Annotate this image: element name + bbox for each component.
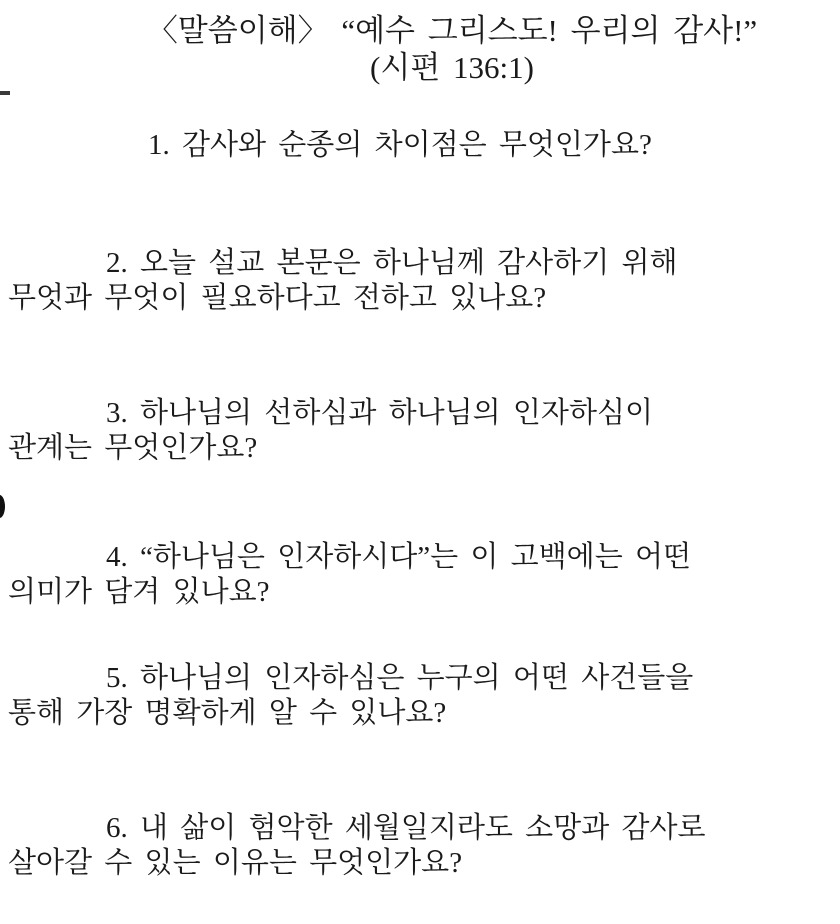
question-5-line-2: 통해 가장 명확하게 알 수 있나요? <box>8 697 447 729</box>
question-4 <box>0 540 840 610</box>
question-4-line-1: 4. “하나님은 인자하시다”는 이 고백에는 어떤 <box>106 541 691 573</box>
question-5-line-1: 5. 하나님의 인자하심은 누구의 어떤 사건들을 <box>106 662 694 694</box>
question-6-line-1: 6. 내 삶이 험악한 세월일지라도 소망과 감사로 <box>106 812 706 844</box>
question-2 <box>0 246 840 316</box>
page-title <box>0 12 840 86</box>
question-2-line-1: 2. 오늘 설교 본문은 하나님께 감사하기 위해 <box>106 247 678 279</box>
question-1-line-1: 1. 감사와 순종의 차이점은 무엇인가요? <box>148 129 652 161</box>
title-subtitle-scripture-reference: (시편 136:1) <box>370 50 534 85</box>
question-4-line-2: 의미가 담겨 있나요? <box>8 576 270 608</box>
question-5 <box>0 661 840 731</box>
question-2-line-2: 무엇과 무엇이 필요하다고 전하고 있나요? <box>8 282 547 314</box>
title-line-1: 〈말씀이해〉 “예수 그리스도! 우리의 감사!” <box>146 13 758 48</box>
question-6-line-2: 살아갈 수 있는 이유는 무엇인가요? <box>8 847 463 879</box>
scan-dash-mark <box>0 91 10 95</box>
question-3 <box>0 396 840 466</box>
scan-hole-punch-mark <box>0 495 5 518</box>
question-6 <box>0 811 840 881</box>
question-3-line-2: 관계는 무엇인가요? <box>8 432 258 464</box>
question-1 <box>0 128 840 163</box>
question-3-line-1: 3. 하나님의 선하심과 하나님의 인자하심이 <box>106 397 653 429</box>
